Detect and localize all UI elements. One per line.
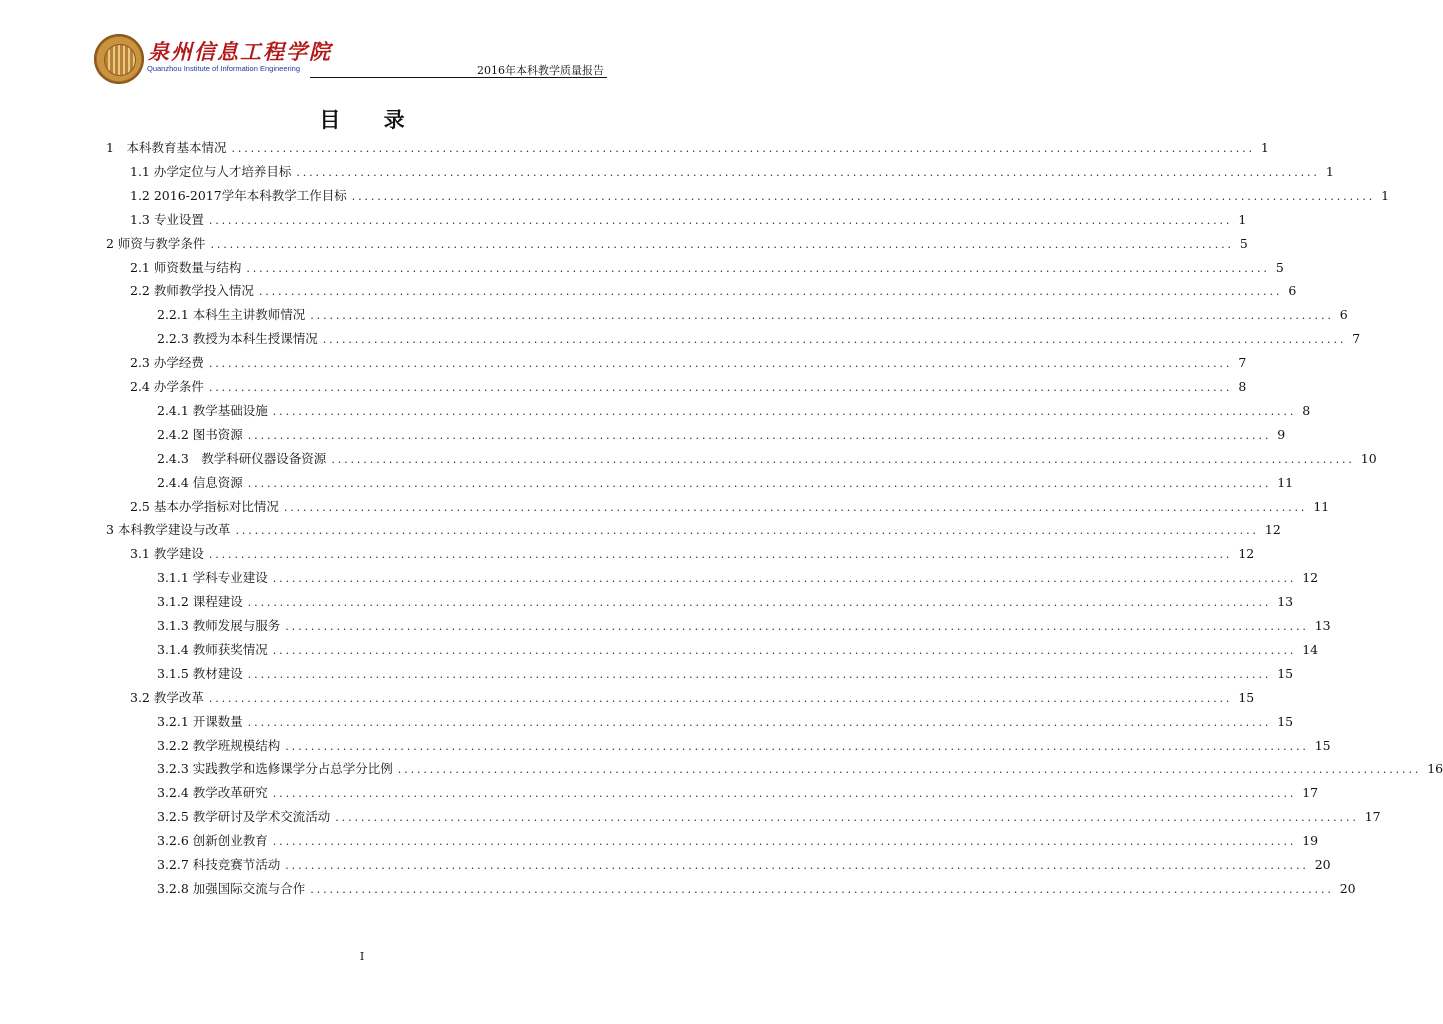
toc-entry-page: 19 xyxy=(1302,833,1319,849)
toc-entry[interactable] xyxy=(106,232,1248,256)
toc-dot-leader: ................................................................................................................................................................ xyxy=(208,381,1233,394)
toc-dot-leader: ................................................................................................................................................................ xyxy=(310,309,1334,323)
header-divider xyxy=(310,77,607,78)
toc-dot-leader: ................................................................................................................................................................ xyxy=(331,452,1355,466)
toc-entry[interactable] xyxy=(157,590,1294,614)
toc-entry-label: 2.4.1 教学基础设施 xyxy=(157,402,268,418)
seal-center-emblem xyxy=(104,44,136,76)
toc-entry-page: 17 xyxy=(1364,809,1381,825)
toc-entry-page: 20 xyxy=(1339,880,1356,896)
toc-dot-leader: ................................................................................................................................................................ xyxy=(246,261,1270,275)
toc-entry-label: 2.3 办学经费 xyxy=(130,355,204,371)
toc-dot-leader: ................................................................................................................................................................ xyxy=(310,882,1334,896)
toc-entry-page: 12 xyxy=(1264,522,1281,538)
toc-entry[interactable] xyxy=(157,757,1443,781)
toc-dot-leader: ................................................................................................................................................................ xyxy=(208,691,1233,705)
toc-dot-leader: ................................................................................................................................................................ xyxy=(296,165,1320,179)
toc-dot-leader: ................................................................................................................................................................ xyxy=(285,739,1309,753)
toc-entry[interactable] xyxy=(157,399,1311,423)
toc-dot-leader: ................................................................................................................................................................ xyxy=(235,524,1259,538)
toc-entry[interactable] xyxy=(157,638,1319,662)
toc-entry-label: 3 本科教学建设与改革 xyxy=(106,522,231,538)
toc-entry-page: 14 xyxy=(1302,641,1319,657)
toc-entry-page: 8 xyxy=(1238,379,1247,394)
toc-entry-label: 3.1.2 课程建设 xyxy=(157,594,243,610)
toc-entry-label: 2.2 教师教学投入情况 xyxy=(130,283,254,299)
toc-entry[interactable] xyxy=(157,303,1348,327)
toc-dot-leader: ................................................................................................................................................................ xyxy=(258,285,1283,299)
toc-dot-leader: ................................................................................................................................................................ xyxy=(283,500,1308,514)
toc-dot-leader: ................................................................................................................................................................ xyxy=(285,620,1309,633)
toc-dot-leader: ................................................................................................................................................................ xyxy=(272,787,1297,801)
toc-entry-page: 8 xyxy=(1302,402,1311,418)
toc-entry[interactable] xyxy=(130,375,1247,399)
toc-entry[interactable] xyxy=(157,734,1331,758)
toc-entry-label: 2.4.3 教学科研仪器设备资源 xyxy=(157,450,327,466)
toc-entry[interactable] xyxy=(157,447,1377,471)
toc-entry[interactable] xyxy=(106,136,1269,160)
toc-entry-label: 1.1 办学定位与人才培养目标 xyxy=(130,163,292,179)
toc-entry-label: 3.1 教学建设 xyxy=(130,546,204,562)
toc-dot-leader: ................................................................................................................................................................ xyxy=(272,643,1297,657)
toc-entry-page: 15 xyxy=(1277,713,1294,729)
toc-entry-label: 2.1 师资数量与结构 xyxy=(130,259,242,275)
college-name-cn: 泉州信息工程学院 xyxy=(148,39,332,64)
toc-entry[interactable] xyxy=(130,279,1297,303)
toc-entry-page: 7 xyxy=(1352,331,1361,347)
toc-entry-label: 3.2 教学改革 xyxy=(130,689,204,705)
toc-entry-label: 3.1.3 教师发展与服务 xyxy=(157,618,281,633)
toc-entry-page: 16 xyxy=(1427,761,1443,777)
toc-entry-label: 3.2.1 开课数量 xyxy=(157,713,243,729)
toc-entry[interactable] xyxy=(157,829,1319,853)
college-name-en: Quanzhou Institute of Information Engineering xyxy=(147,64,301,73)
toc-entry[interactable] xyxy=(157,566,1319,590)
toc-entry-label: 2.4.4 信息资源 xyxy=(157,474,243,490)
toc-dot-leader: ................................................................................................................................................................ xyxy=(272,572,1297,586)
toc-dot-leader: ................................................................................................................................................................ xyxy=(247,667,1272,681)
toc-dot-leader: ................................................................................................................................................................ xyxy=(335,811,1359,825)
toc-entry-page: 12 xyxy=(1238,546,1255,562)
toc-entry-page: 11 xyxy=(1277,474,1294,490)
toc-entry[interactable] xyxy=(157,662,1294,686)
toc-entry-label: 3.1.1 学科专业建设 xyxy=(157,570,268,586)
toc-entry[interactable] xyxy=(157,710,1294,734)
toc-entry[interactable] xyxy=(130,184,1390,208)
toc-entry-label: 3.2.8 加强国际交流与合作 xyxy=(157,880,306,896)
toc-entry[interactable] xyxy=(157,423,1286,447)
toc-entry-page: 6 xyxy=(1339,307,1348,323)
toc-dot-leader: ................................................................................................................................................................ xyxy=(247,715,1272,729)
toc-dot-leader: ................................................................................................................................................................ xyxy=(208,548,1233,562)
toc-entry-page: 9 xyxy=(1277,426,1286,442)
toc-entry[interactable] xyxy=(130,256,1284,280)
toc-dot-leader: ................................................................................................................................................................ xyxy=(272,404,1297,418)
toc-entry-page: 17 xyxy=(1302,785,1319,801)
toc-entry-page: 15 xyxy=(1314,737,1331,753)
toc-dot-leader: ................................................................................................................................................................ xyxy=(351,189,1376,203)
page-number: I xyxy=(359,950,365,963)
toc-heading: 目 录 xyxy=(319,108,423,132)
toc-entry-label: 2 师资与教学条件 xyxy=(106,235,206,251)
toc-entry-label: 2.4 办学条件 xyxy=(130,379,204,394)
toc-dot-leader: ................................................................................................................................................................ xyxy=(210,237,1234,251)
toc-entry[interactable] xyxy=(130,160,1334,184)
toc-entry[interactable] xyxy=(130,686,1255,710)
toc-entry-label: 3.2.5 教学研讨及学术交流活动 xyxy=(157,809,331,825)
toc-entry[interactable] xyxy=(157,327,1361,351)
toc-entry-page: 10 xyxy=(1360,450,1377,466)
toc-entry[interactable] xyxy=(157,781,1319,805)
toc-entry-label: 3.2.4 教学改革研究 xyxy=(157,785,268,801)
toc-dot-leader: ................................................................................................................................................................ xyxy=(397,763,1422,777)
toc-entry-page: 15 xyxy=(1238,689,1255,705)
toc-entry-page: 5 xyxy=(1275,259,1284,275)
toc-entry[interactable] xyxy=(157,614,1331,638)
toc-dot-leader: ................................................................................................................................................................ xyxy=(272,835,1297,849)
toc-entry-label: 3.2.7 科技竞赛节活动 xyxy=(157,857,281,872)
toc-entry-page: 12 xyxy=(1302,570,1319,586)
college-seal-logo xyxy=(94,34,144,84)
toc-dot-leader: ................................................................................................................................................................ xyxy=(231,142,1255,155)
toc-entry[interactable] xyxy=(130,208,1247,232)
toc-entry-page: 1 xyxy=(1325,163,1334,179)
toc-entry[interactable] xyxy=(130,542,1255,566)
toc-dot-leader: ................................................................................................................................................................ xyxy=(285,859,1309,872)
toc-dot-leader: ................................................................................................................................................................ xyxy=(247,476,1272,490)
toc-entry-label: 2.2.3 教授为本科生授课情况 xyxy=(157,331,318,347)
toc-entry[interactable] xyxy=(157,805,1381,829)
toc-entry-label: 3.1.5 教材建设 xyxy=(157,665,243,681)
toc-entry-page: 5 xyxy=(1239,235,1248,251)
toc-dot-leader: ................................................................................................................................................................ xyxy=(208,357,1233,371)
toc-entry-page: 20 xyxy=(1314,857,1331,872)
toc-entry-label: 1.3 专业设置 xyxy=(130,211,204,227)
toc-dot-leader: ................................................................................................................................................................ xyxy=(208,213,1233,227)
toc-entry-page: 1 xyxy=(1381,187,1390,203)
toc-entry-page: 1 xyxy=(1238,211,1247,227)
toc-entry[interactable] xyxy=(130,495,1330,519)
report-title: 2016年本科教学质量报告 xyxy=(477,64,604,77)
toc-entry-label: 3.1.4 教师获奖情况 xyxy=(157,641,268,657)
toc-entry-label: 2.4.2 图书资源 xyxy=(157,426,243,442)
toc-entry[interactable] xyxy=(157,853,1331,877)
toc-dot-leader: ................................................................................................................................................................ xyxy=(247,596,1272,610)
toc-entry[interactable] xyxy=(130,351,1247,375)
toc-dot-leader: ................................................................................................................................................................ xyxy=(247,428,1272,442)
toc-entry-page: 13 xyxy=(1277,594,1294,610)
toc-entry-page: 6 xyxy=(1288,283,1297,299)
toc-entry-label: 1.2 2016-2017学年本科教学工作目标 xyxy=(130,187,347,203)
toc-entry-label: 2.2.1 本科生主讲教师情况 xyxy=(157,307,306,323)
toc-entry-page: 1 xyxy=(1260,140,1269,155)
toc-entry-page: 13 xyxy=(1314,618,1331,633)
page-header xyxy=(0,0,724,90)
toc-entry-label: 3.2.6 创新创业教育 xyxy=(157,833,268,849)
toc-entry[interactable] xyxy=(157,877,1356,901)
toc-entry[interactable] xyxy=(157,471,1294,495)
toc-entry-page: 7 xyxy=(1238,355,1247,371)
toc-entry[interactable] xyxy=(106,518,1281,542)
toc-entry-page: 15 xyxy=(1277,665,1294,681)
toc-entry-label: 1 本科教育基本情况 xyxy=(106,140,227,155)
toc-dot-leader: ................................................................................................................................................................ xyxy=(322,333,1347,347)
toc-entry-label: 2.5 基本办学指标对比情况 xyxy=(130,498,279,514)
toc-entry-page: 11 xyxy=(1313,498,1330,514)
toc-entry-label: 3.2.3 实践教学和选修课学分占总学分比例 xyxy=(157,761,393,777)
toc-entry-label: 3.2.2 教学班规模结构 xyxy=(157,737,281,753)
